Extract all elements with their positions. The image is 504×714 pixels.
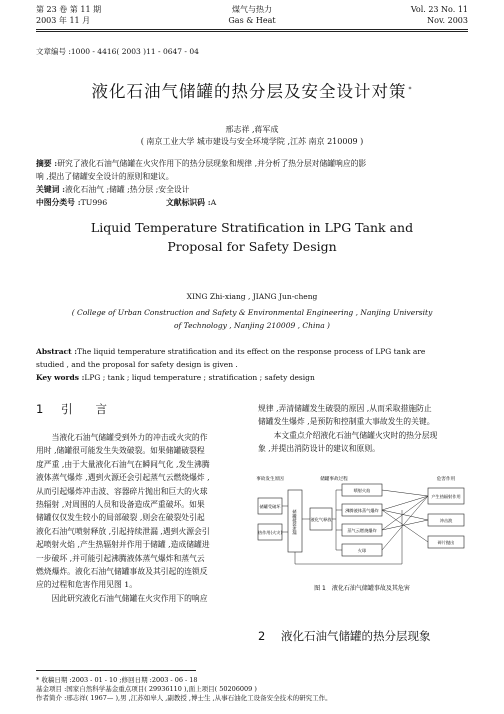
abstract-en-cont [36, 358, 468, 371]
intro-line: 起喷射火焰 ,产生热辐射并作用于储罐 ,造成储罐进 [36, 540, 210, 550]
keywords-en-label: Key words : [36, 373, 85, 382]
keywords-en [36, 371, 468, 384]
section-2-heading [258, 628, 430, 644]
intro-line: 当液化石油气储罐受到外力的冲击或火灾的作 [51, 433, 208, 442]
header-volume: 第 23 卷 第 11 期 [36, 5, 102, 14]
doc-code-label: 文献标识码 : [166, 198, 211, 207]
fig-text-release: 液化气释放 [310, 517, 332, 522]
right-line: 储罐发生爆炸 ,是预防和控制重大事故发生的关键。 [258, 417, 435, 427]
abstract-zh-cont [36, 170, 468, 183]
fig-text-radiation: 产生热辐射作用 [431, 494, 461, 499]
abstract-en-line-1: The liquid temperature stratification and its effect on the response process of LPG tank are [76, 347, 426, 356]
journal-name-zh: 煤气与热力 [232, 5, 272, 14]
fig-connectors [282, 490, 428, 564]
section-2-number: 2 [258, 629, 266, 643]
header-date: 2003 年 11 月 [36, 16, 91, 25]
paper-title-zh [0, 78, 504, 102]
fig-text-fireball: 火球 [357, 548, 367, 553]
abstract-en-line-2: studied , and the proposal for safety design is given . [36, 360, 238, 369]
right-line: 本文重点介绍液化石油气储罐火灾时的热分层现 [273, 430, 438, 440]
journal-name-en: Gas & Heat [228, 16, 276, 25]
abstract-en-block [36, 345, 468, 384]
intro-line: 液化石油气喷射释放 ,引起持续泄漏 ,遇到火源会引 [36, 526, 210, 536]
title-text: 液化石油气储罐的热分层及安全设计对策 [91, 82, 407, 101]
fig-text-fragments: 碎片抛出 [437, 540, 455, 545]
affiliation-en-line-2: of Technology , Nanjing 210009 , China ) [174, 321, 330, 330]
title-en-line-2: Proposal for Safety Design [167, 239, 337, 254]
right-line: 象 ,并提出消防设计的建议和原则。 [258, 444, 380, 454]
paper-title-en [0, 218, 504, 256]
intro-line: 燃烧爆炸。液化石油气储罐事故及其引起的连锁反 [36, 567, 208, 577]
fig-text-vce: 蒸气云燃烧爆炸 [347, 528, 377, 533]
fig-text-jet-fire: 喷射火焰 [353, 488, 371, 493]
abstract-zh [36, 157, 468, 170]
header-rule-top [36, 29, 468, 30]
classification-zh [36, 196, 468, 209]
intro-line: 应的过程和危害作用见图 1。 [36, 580, 138, 590]
header-vol-no: Vol. 23 No. 11 [410, 5, 468, 14]
fig-col-effect: 危害作用 [436, 477, 456, 482]
clc-value: TU996 [80, 198, 108, 207]
fig-text-bleve: 沸腾液体蒸气爆炸 [345, 508, 379, 513]
figure-1-diagram [256, 472, 468, 596]
intro-line: 一步破坏 ,并可能引起沸腾液体蒸气爆炸和蒸气云 [36, 553, 205, 563]
doc-code-value: A [210, 198, 217, 207]
footnote-rule [36, 670, 196, 671]
keywords-text: 液化石油气 ;储罐 ;热分层 ;安全设计 [64, 185, 190, 194]
header-rule-bottom [36, 31, 468, 32]
footnote [36, 676, 468, 702]
fig-col-event: 事故发生原因 [256, 477, 284, 482]
intro-line: 因此研究液化石油气储罐在火灾作用下的响应 [51, 593, 208, 603]
intro-line: 从而引起爆炸冲击波、容器碎片抛出和巨大的火球 [36, 486, 208, 496]
intro-line: 液体蒸气爆炸 ,遇到火源还会引起蒸气云燃烧爆炸 , [36, 473, 210, 483]
affiliation-zh: ( 南京工业大学 城市建设与安全环境学院 ,江苏 南京 210009 ) [140, 137, 364, 146]
intro-line: 度严重 ,由于大量液化石油气在瞬间气化 ,发生沸腾 [36, 459, 210, 469]
authors-en: XING Zhi-xiang , JIANG Jun-cheng [186, 292, 318, 301]
title-en-line-1: Liquid Temperature Stratification in LPG Tank and [90, 220, 414, 235]
header-month: Nov. 2003 [427, 16, 468, 25]
header-vol-en [411, 4, 468, 26]
fig-text-shock: 冲击波 [439, 518, 453, 523]
keywords-zh [36, 183, 468, 196]
footnote-funding: 基金项目 :国家自然科学基金重点项目( 29936110 ),面上项目( 50206009 ) [36, 684, 257, 693]
intro-line: 用时 ,储罐很可能发生失效破裂。如果储罐破裂程 [36, 446, 205, 456]
section-1-title: 引 言 [60, 402, 107, 416]
keywords-label: 关键词 : [36, 185, 65, 194]
abstract-line-1: 研究了液化石油气储罐在火灾作用下的热分层现象和规律 ,并分析了热分层对储罐响应的影 [57, 159, 367, 168]
fig-col-process: 储罐事故过程 [320, 477, 348, 482]
intro-paragraph-1 [36, 431, 246, 592]
title-footnote-mark: * [408, 85, 413, 93]
footnote-author-bio: 作者简介 :邢志祥( 1967— ),男 ,江苏如皋人 ,副教授 ,博士生 ,从事石油化工设备安全技术的研究工作。 [36, 693, 332, 702]
footnote-received: * 收稿日期 :2003 - 01 - 10 ;修回日期 :2003 - 06 - 18 [36, 676, 198, 684]
fig-text-cause-storage: 储罐受破坏 [259, 504, 281, 509]
section-1-number: 1 [36, 402, 44, 416]
affiliation-en-line-1: ( College of Urban Construction and Safety & Environmental Engineering , Nanjing University [71, 308, 433, 317]
fig-text-breach: 储罐破裂泄漏 [292, 509, 298, 535]
affiliation-en [0, 306, 504, 332]
intro-line: 热辐射 ,对周围的人员和设备造成严重破坏。如果 [36, 500, 205, 510]
keywords-en-text: LPG ; tank ; liqud temperature ; stratification ; safety design [84, 373, 315, 382]
clc-label: 中图分类号 : [36, 198, 81, 207]
abstract-label: 摘要 : [36, 159, 58, 168]
abstract-en-label: Abstract : [36, 347, 77, 356]
intro-paragraph-2 [36, 592, 246, 605]
abstract-zh-block [36, 157, 468, 209]
fig-text-cause-fire: 热作用(火灾) [257, 530, 283, 535]
right-line: 规律 ,弄清储罐发生破裂的原因 ,从而采取措施防止 [258, 404, 432, 413]
abstract-en [36, 345, 468, 358]
right-column [258, 402, 468, 456]
figure-1-caption: 图 1 液化石油气储罐事故及其危害 [314, 585, 410, 592]
abstract-line-2: 响 ,提出了储罐安全设计的原则和建议。 [36, 172, 174, 181]
left-column [36, 431, 246, 605]
section-2-title: 液化石油气储罐的热分层现象 [280, 629, 431, 643]
intro-line: 储罐仅仅发生较小的局部破裂 ,则会在破裂处引起 [36, 513, 205, 523]
article-number: 文章编号 :1000 - 4416( 2003 )11 - 0647 - 04 [36, 47, 199, 56]
authors-zh: 邢志祥 ,蒋军成 [225, 125, 279, 134]
section-1-heading [36, 401, 107, 417]
